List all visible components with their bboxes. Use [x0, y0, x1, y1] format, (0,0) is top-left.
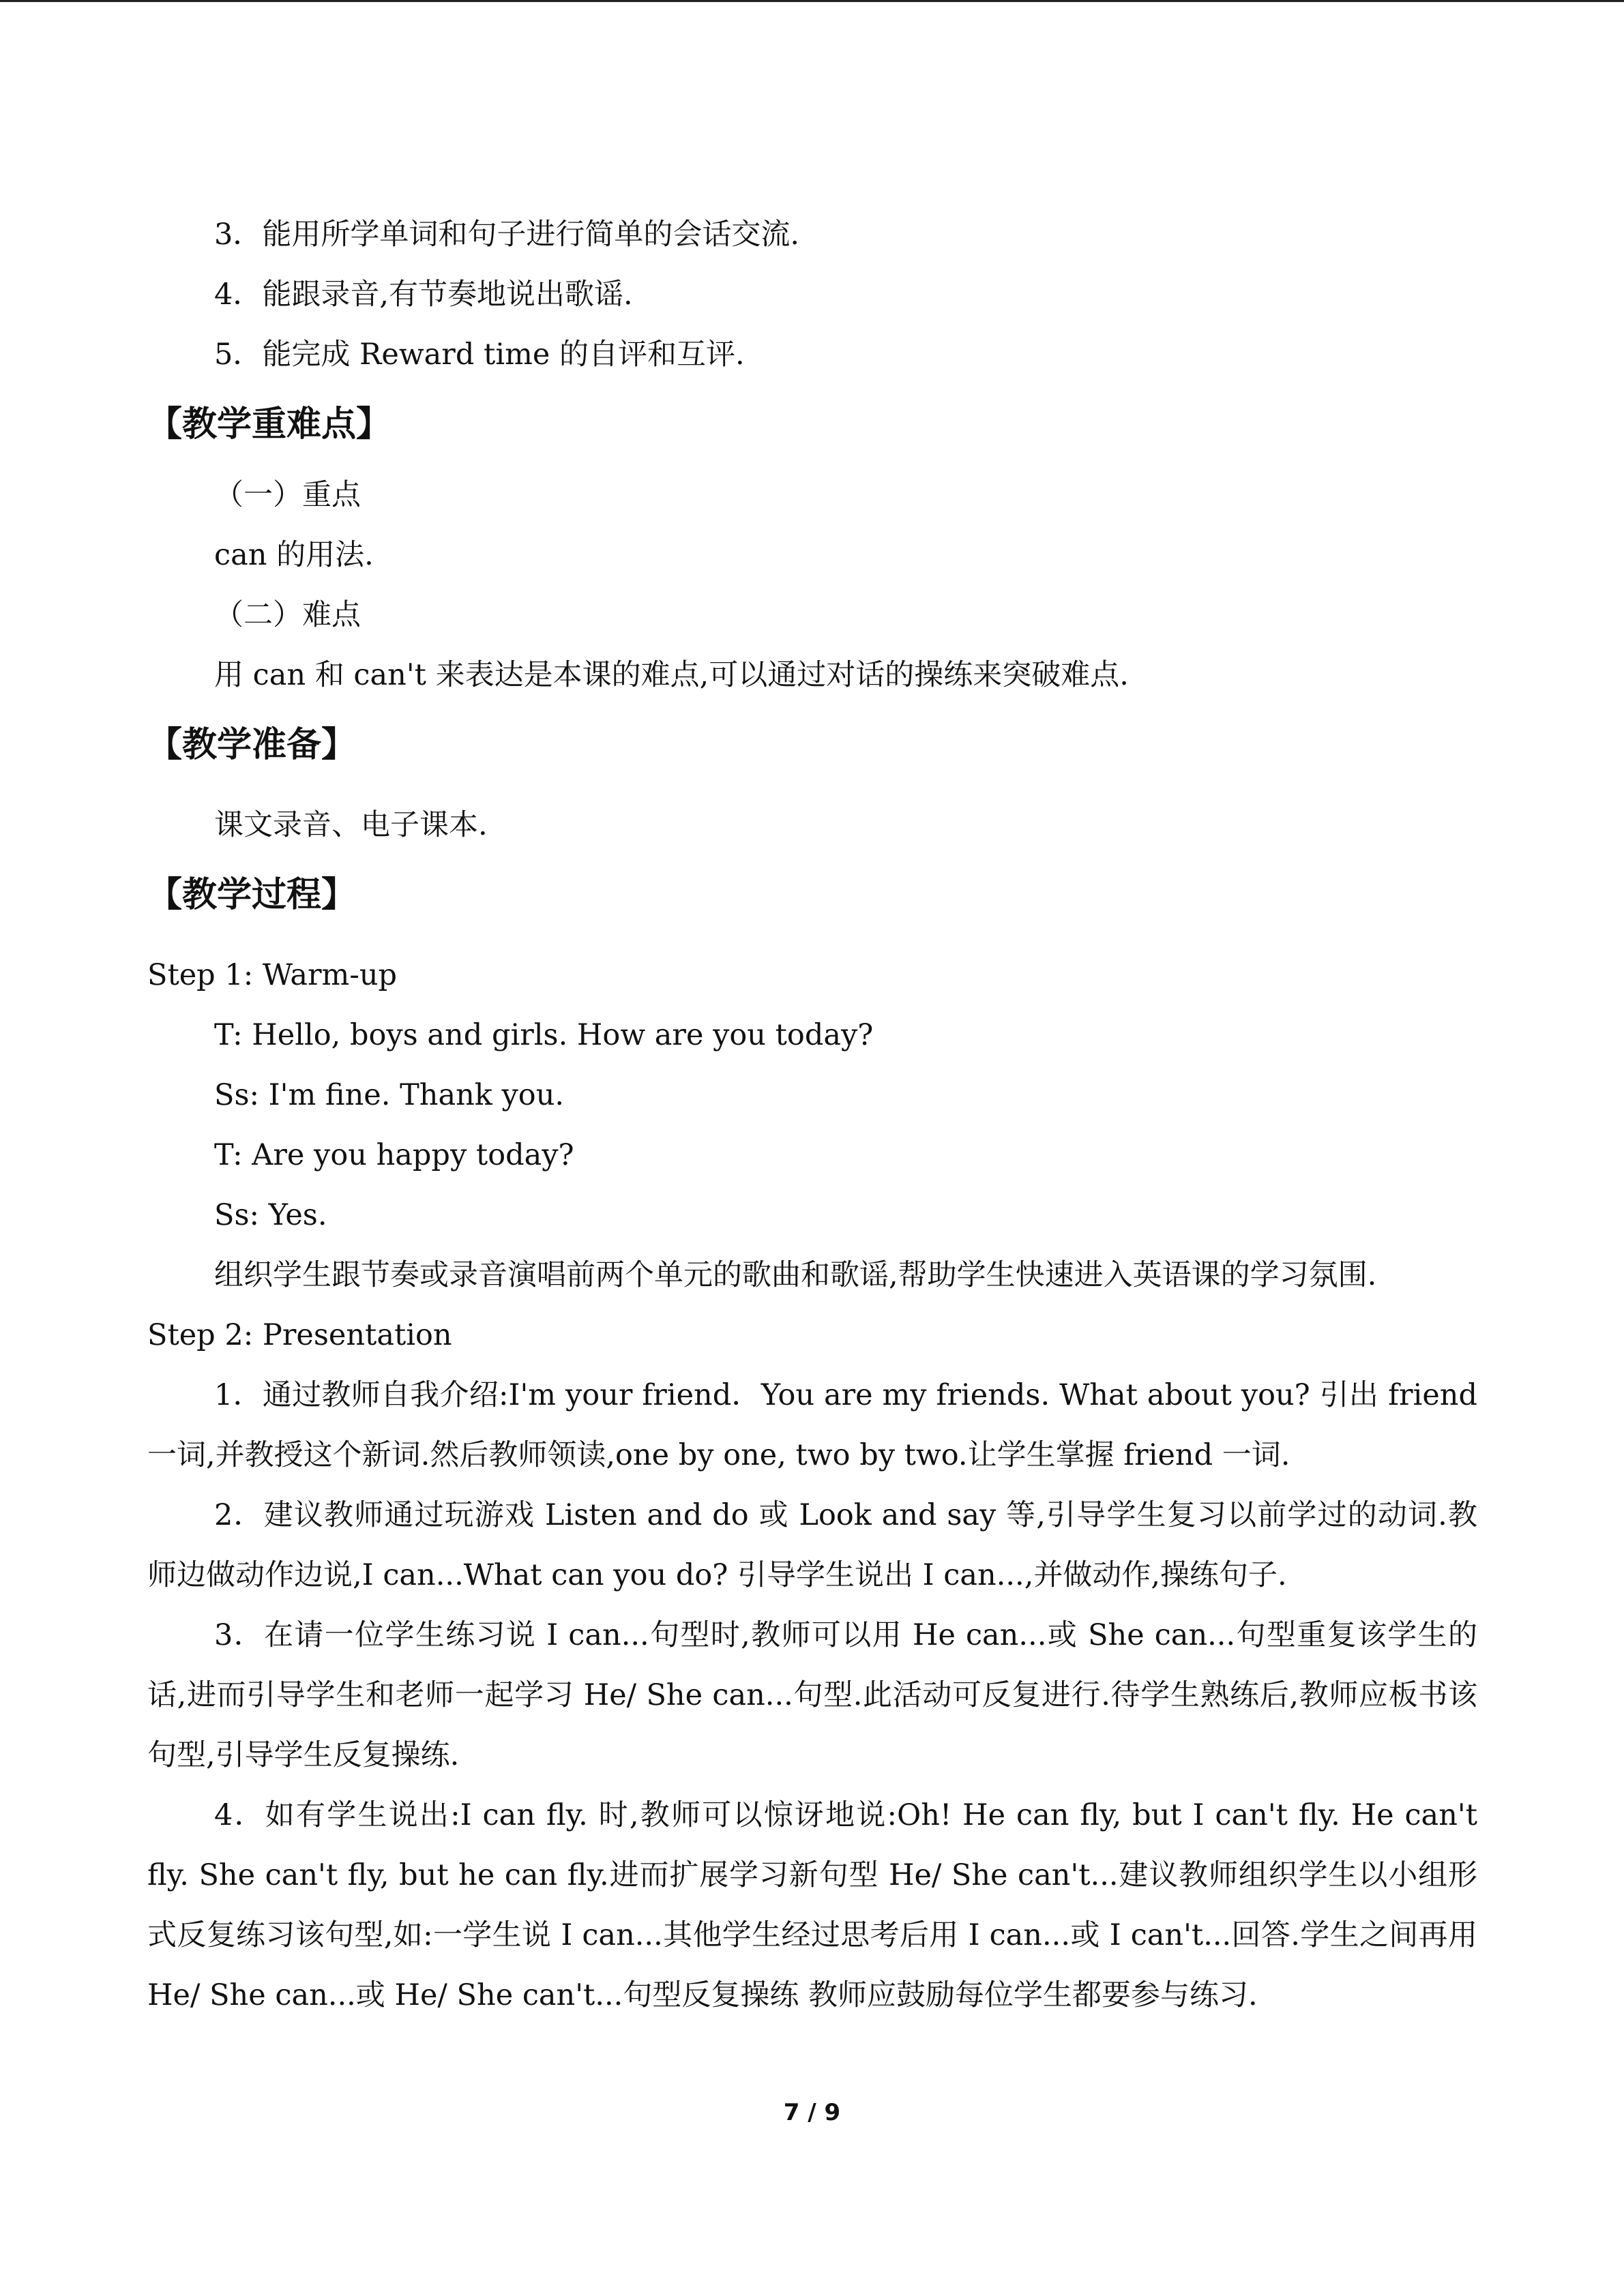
dialogue-line: Ss: I'm fine. Thank you.	[214, 1078, 565, 1112]
step2-item-3: 3．在请一位学生练习说 I can...句型时,教师可以用 He can...或 She can...句型重复该学生的话,进而引导学生和老师一起学习 He/ She can...句型.此活动可反复进行.待学生熟练后,教师应板书该句型,引导学生反复操练.	[147, 1618, 1477, 1772]
focus-label: （一）重点	[214, 478, 361, 512]
step1-title: Step 1: Warm-up	[147, 958, 398, 992]
objective-4: 4．能跟录音,有节奏地说出歌谣.	[214, 278, 633, 312]
dialogue-line: T: Are you happy today?	[214, 1138, 574, 1172]
preparation-text: 课文录音、电子课本.	[214, 808, 488, 842]
process-heading: 【教学过程】	[147, 875, 357, 915]
dialogue-line: Ss: Yes.	[214, 1198, 327, 1232]
page-number: 7 / 9	[783, 2099, 841, 2126]
preparation-heading: 【教学准备】	[147, 725, 357, 765]
step2-item-2: 2．建议教师通过玩游戏 Listen and do 或 Look and say 等,引导学生复习以前学过的动词.教师边做动作边说,I can...What can you do? 引导学生说出 I can...,并做动作,操练句子.	[147, 1498, 1477, 1592]
objective-5: 5．能完成 Reward time 的自评和互评.	[214, 338, 745, 372]
step2-item-4: 4．如有学生说出:I can fly. 时,教师可以惊讶地说:Oh! He can fly, but I can't fly. He can't fly. She can't fly, but he can fly.进而扩展学习新句型 He/ She can't...建议教师组织学生以小组形式反复练习该句型,如:一学生说 I can...其他学生经过思考后用 I can...或 I can't...回答.学生之间再用 He/ She can...或 He/ She can't...句型反复操练 教师应鼓励每位学生都要参与练习.	[147, 1798, 1477, 2012]
objective-3: 3．能用所学单词和句子进行简单的会话交流.	[214, 218, 800, 252]
document-page	[147, 205, 1477, 2025]
difficulty-label: （二）难点	[214, 598, 361, 632]
dialogue-line: T: Hello, boys and girls. How are you today?	[214, 1018, 874, 1052]
step1-note: 组织学生跟节奏或录音演唱前两个单元的歌曲和歌谣,帮助学生快速进入英语课的学习氛围.	[214, 1258, 1377, 1292]
focus-text: can 的用法.	[214, 538, 374, 572]
top-border-line	[0, 0, 1624, 2]
difficulty-text: 用 can 和 can't 来表达是本课的难点,可以通过对话的操练来突破难点.	[214, 658, 1129, 692]
step2-item-1: 1．通过教师自我介绍:I'm your friend．You are my friends. What about you? 引出 friend 一词,并教授这个新词.然后教师领读,one by one, two by two.让学生掌握 friend 一词.	[147, 1378, 1477, 1472]
key-points-heading: 【教学重难点】	[147, 404, 392, 445]
step2-title: Step 2: Presentation	[147, 1318, 452, 1352]
